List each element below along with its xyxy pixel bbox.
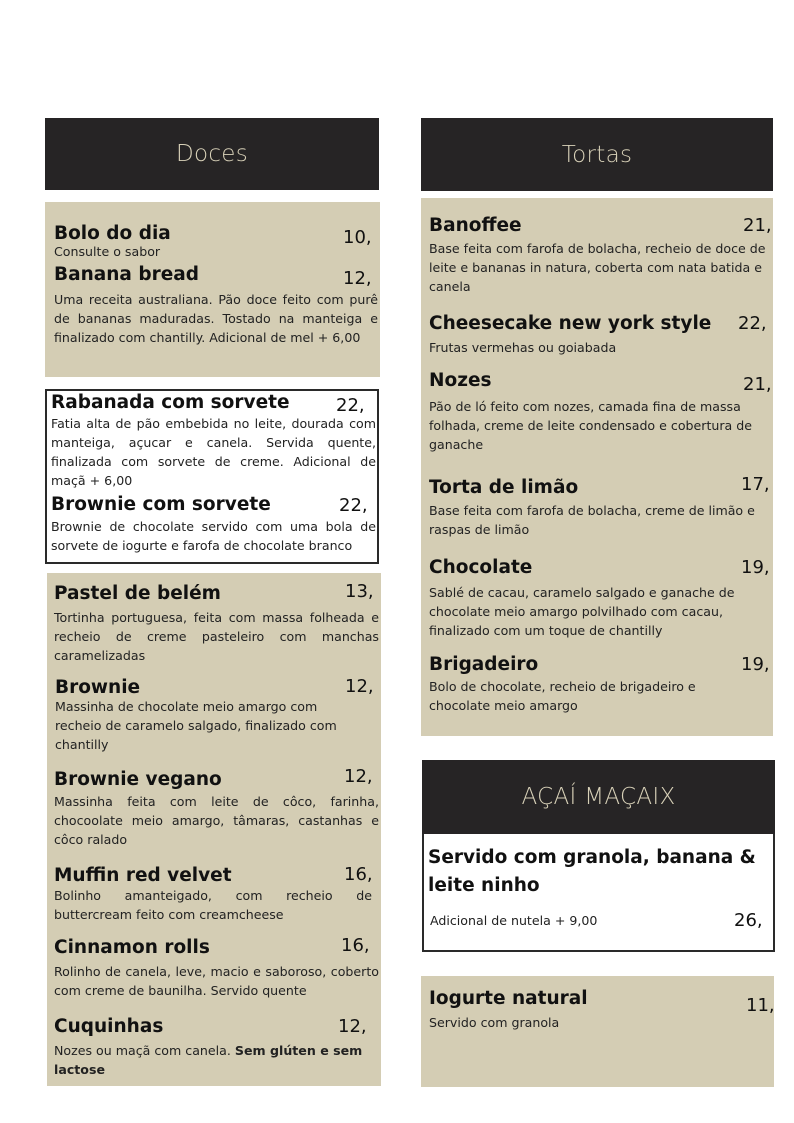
item-price: 21,	[743, 374, 772, 395]
item-desc: Consulte o sabor	[54, 244, 161, 259]
item-desc: Base feita com farofa de bolacha, creme de limão e raspas de limão	[429, 503, 755, 537]
item-price: 12,	[344, 766, 373, 787]
item-desc: Sablé de cacau, caramelo salgado e ganache de chocolate meio amargo polvilhado com cacau, finalizado com um toque de chantilly	[429, 585, 735, 638]
item-price: 10,	[343, 227, 372, 248]
item-price: 19,	[741, 654, 770, 675]
acai-header	[422, 760, 775, 834]
item-desc: Tortinha portuguesa, feita com massa folheada e recheio de creme pasteleiro com manchas caramelizadas	[54, 610, 379, 663]
item-desc: Base feita com farofa de bolacha, recheio de doce de leite e bananas in natura, coberta com nata batida e canela	[429, 241, 766, 294]
item-price: 19,	[741, 557, 770, 578]
item-name: Brigadeiro	[429, 654, 539, 675]
doces-header	[45, 118, 379, 190]
item-name: Cheesecake new york style	[429, 313, 712, 334]
item-name: Banana bread	[54, 264, 199, 285]
item-price: 16,	[344, 864, 373, 885]
item-price: 12,	[343, 268, 372, 289]
item-name: Muffin red velvet	[54, 865, 232, 886]
item-desc: Servido com granola	[429, 1015, 560, 1030]
acai-price: 26,	[734, 910, 763, 931]
item-price: 12,	[345, 676, 374, 697]
doces-box-1	[45, 202, 380, 377]
item-price: 12,	[338, 1016, 367, 1037]
item-desc: Uma receita australiana. Pão doce feito com purê de bananas maduradas. Tostado na manteiga e finalizado com chantilly. Adicional de mel + 6,00	[54, 292, 378, 345]
item-desc: Bolo de chocolate, recheio de brigadeiro e chocolate meio amargo	[429, 679, 696, 713]
item-name: Pastel de belém	[54, 583, 221, 604]
item-price: 22,	[738, 313, 767, 334]
item-desc	[54, 1041, 379, 1079]
item-name: Rabanada com sorvete	[51, 392, 290, 413]
tortas-title: Tortas	[561, 141, 633, 168]
tortas-box	[421, 198, 773, 736]
acai-name: Servido com granola, banana & leite ninho	[428, 847, 756, 896]
item-desc: Rolinho de canela, leve, macio e saboroso, coberto com creme de baunilha. Servido quente	[54, 964, 379, 998]
item-name: Iogurte natural	[429, 988, 588, 1009]
item-name: Bolo do dia	[54, 223, 171, 244]
acai-box	[422, 834, 775, 952]
item-desc: Brownie de chocolate servido com uma bola de sorvete de iogurte e farofa de chocolate branco	[51, 519, 376, 553]
doces-box-3	[47, 573, 381, 1086]
tortas-header	[421, 118, 773, 191]
item-name: Brownie vegano	[54, 769, 222, 790]
item-price: 22,	[336, 395, 365, 416]
item-desc-text: Nozes ou maçã com canela.	[54, 1043, 235, 1058]
item-price: 21,	[743, 215, 772, 236]
item-name: Nozes	[429, 370, 492, 391]
doces-box-2	[45, 389, 379, 564]
iogurte-box	[421, 976, 774, 1087]
item-price: 13,	[345, 581, 374, 602]
item-desc: Fatia alta de pão embebida no leite, dourada com manteiga, açucar e canela. Servida quente, finalizada com sorvete de creme. Adicional de maçã + 6,00	[51, 416, 376, 488]
item-name: Cuquinhas	[54, 1016, 164, 1037]
doces-title: Doces	[175, 141, 249, 167]
acai-title: AÇAÍ MAÇAIX	[521, 784, 676, 810]
acai-desc: Adicional de nutela + 9,00	[430, 913, 598, 928]
item-price: 11,	[746, 995, 775, 1016]
item-desc-allergen: Sem glúten e sem lactose	[54, 1043, 363, 1077]
item-desc: Bolinho amanteigado, com recheio de buttercream feito com creamcheese	[54, 888, 372, 922]
item-desc: Frutas vermehas ou goiabada	[429, 340, 617, 355]
item-desc: Massinha feita com leite de côco, farinha, chocoolate meio amargo, tâmaras, castanhas e côco ralado	[54, 794, 379, 847]
item-price: 16,	[341, 935, 370, 956]
item-name: Banoffee	[429, 215, 522, 236]
item-price: 17,	[741, 474, 770, 495]
item-desc: Pão de ló feito com nozes, camada fina de massa folhada, creme de leite condensado e cobertura de ganache	[429, 399, 753, 452]
item-desc: Massinha de chocolate meio amargo com recheio de caramelo salgado, finalizado com chantilly	[55, 699, 337, 752]
item-price: 22,	[339, 495, 368, 516]
item-name: Cinnamon rolls	[54, 937, 210, 958]
item-name: Brownie com sorvete	[51, 494, 271, 515]
item-name: Brownie	[55, 677, 141, 698]
item-name: Chocolate	[429, 557, 533, 578]
item-name: Torta de limão	[429, 477, 579, 498]
